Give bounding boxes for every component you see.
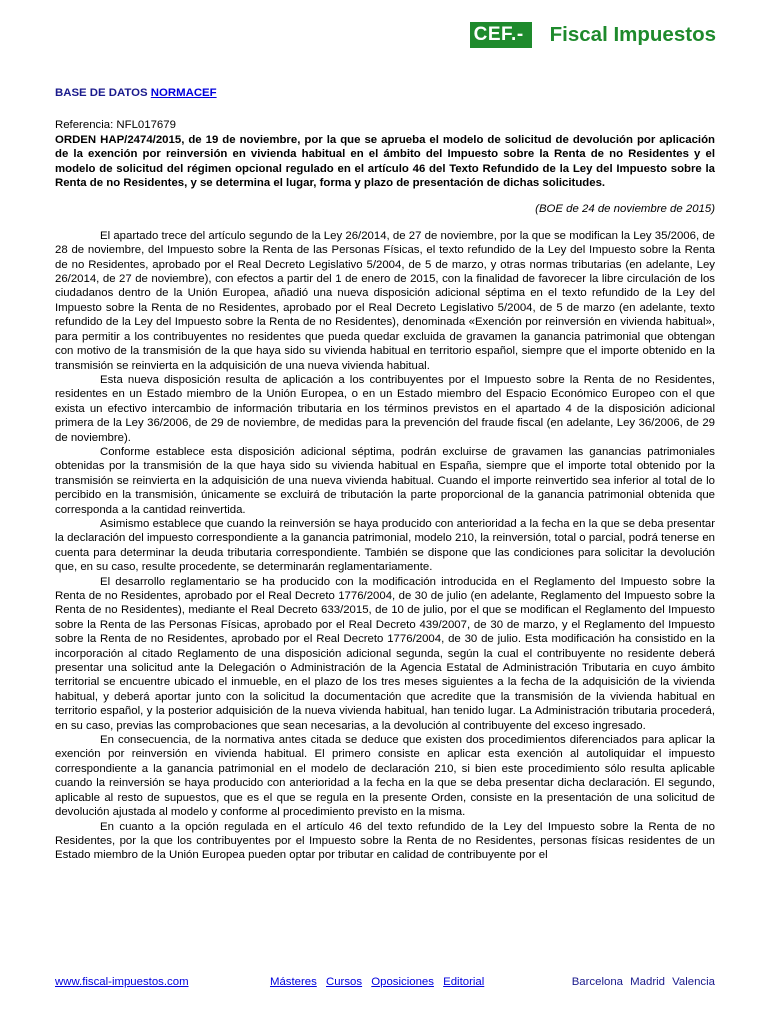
paragraph: En consecuencia, de la normativa antes citada se deduce que existen dos procedimientos diferenciados para aplicar la exención por reinversión en vivienda habitual. El primero consiste en aplicar esta exención al autoliquidar el impuesto correspondiente a la ganancia patrimonial en el modelo de declaración 210, si bien este procedimiento sólo resulta aplicable cuando la reinversión se haya producido con anterioridad a la fecha en la que se deba presentar dicha declaración. El segundo, aplicable al resto de supuestos, que es el que se regula en la presente Orden, consiste en la presentación de una solicitud de devolución ajustada al modelo y conforme al procedimiento previsto en la misma. bbox=[55, 734, 715, 819]
cursos-link[interactable]: Cursos bbox=[326, 976, 363, 988]
paragraph: El desarrollo reglamentario se ha producido con la modificación introducida en el Reglamento del Impuesto sobre la Renta de no Residentes, aprobado por el Real Decreto 1776/2004, de 30 de julio (en adelante, Reglamento del Impuesto sobre la Renta de no Residentes), mediante el Real Decreto 633/2015, de 10 de julio, por el que se modifican el Reglamento del Impuesto sobre la Renta de las Personas Físicas, aprobado por el Real Decreto 439/2007, de 30 de marzo, y el Reglamento del Impuesto sobre la Renta de no Residentes, aprobado por el Real Decreto 1776/2004, de 30 de julio. Esta modificación ha consistido en la incorporación al citado Reglamento de una disposición adicional segunda, según la cual el contribuyente no residente deberá presentar una solicitud ante la Delegación o Administración de la Agencia Estatal de Administración Tributaria en cuyo ámbito territorial se encuentre ubicado el inmueble, en el plazo de los tres meses siguientes a la fecha de la adquisición de la vivienda habitual, y deberá aportar junto con la solicitud la documentación que acredite que la transmisión de la vivienda habitual en territorio español, y la posterior adquisición de la nueva vivienda habitual, han tenido lugar. La Administración tributaria procederá, en su caso, previas las comprobaciones que sean necesarias, a la devolución al contribuyente del exceso ingresado. bbox=[55, 575, 715, 732]
editorial-link[interactable]: Editorial bbox=[443, 976, 485, 988]
site-title: Fiscal Impuestos bbox=[549, 23, 716, 46]
database-label: BASE DE DATOS bbox=[55, 87, 148, 99]
normacef-link[interactable]: NORMACEF bbox=[150, 87, 217, 99]
site-link[interactable]: www.fiscal-impuestos.com bbox=[55, 976, 189, 988]
oposiciones-link[interactable]: Oposiciones bbox=[371, 976, 434, 988]
reference-number: Referencia: NFL017679 bbox=[55, 119, 176, 132]
boe-date: (BOE de 24 de noviembre de 2015) bbox=[535, 203, 715, 216]
paragraph: Esta nueva disposición resulta de aplicación a los contribuyentes por el Impuesto sobre la Renta de no Residentes, residentes en un Estado miembro de la Unión Europea, o en un Estado miembro del Espacio Económico Europeo con el que exista un efectivo intercambio de información tributaria en los términos previstos en el apartado 4 de la disposición adicional primera de la Ley 36/2006, de 29 de noviembre, de medidas para la prevención del fraude fiscal (en adelante, Ley 36/2006, de 29 de noviembre). bbox=[55, 373, 715, 444]
database-line bbox=[55, 86, 715, 100]
paragraph: Asimismo establece que cuando la reinversión se haya producido con anterioridad a la fecha en la que se deba presentar la declaración del impuesto correspondiente a la ganancia patrimonial, modelo 210, la reinversión, total o parcial, podrá tenerse en cuenta para determinar la deuda tributaria correspondiente. También se dispone que las condiciones para solicitar la devolución que, en su caso, resulte procedente, se determinarán reglamentariamente. bbox=[55, 517, 715, 574]
masters-link[interactable]: Másteres bbox=[269, 976, 317, 988]
footer-links bbox=[270, 975, 490, 989]
page-footer bbox=[55, 975, 715, 989]
paragraph: En cuanto a la opción regulada en el artículo 46 del texto refundido de la Ley del Impuesto sobre la Renta de no Residentes, por la que los contribuyentes por el Impuesto sobre la Renta de no Residentes, personas físicas residentes de un Estado miembro de la Unión Europea pueden optar por tributar en calidad de contribuyente por el bbox=[55, 820, 715, 862]
footer-cities: Barcelona Madrid Valencia bbox=[571, 976, 715, 988]
page-header bbox=[470, 22, 716, 48]
document-body bbox=[55, 86, 715, 863]
paragraph: Conforme establece esta disposición adicional séptima, podrán excluirse de gravamen las ganancias patrimoniales obtenidas por la transmisión de la que haya sido su vivienda habitual en España, siempre que el importe total obtenido por la transmisión se reinvierta en la adquisición de una nueva vivienda habitual. Cuando el importe reinvertido sea inferior al total de lo percibido en la transmisión, únicamente se excluirá de tributación la parte proporcional de la ganancia patrimonial obtenida que corresponda a la cantidad reinvertida. bbox=[55, 445, 715, 516]
paragraph: El apartado trece del artículo segundo de la Ley 26/2014, de 27 de noviembre, por la que se modifican la Ley 35/2006, de 28 de noviembre, del Impuesto sobre la Renta de las Personas Físicas, el texto refundido de la Ley del Impuesto sobre la Renta de no Residentes, aprobado por el Real Decreto Legislativo 5/2004, de 5 de marzo, y otras normas tributarias (en adelante, Ley 26/2014, de 27 de noviembre), con efectos a partir del 1 de enero de 2015, con la finalidad de favorecer la libre circulación de los ciudadanos dentro de la Unión Europea, añadió una nueva disposición adicional séptima en el texto refundido de la Ley del Impuesto sobre la Renta de no Residentes, aprobado por el Real Decreto Legislativo 5/2004, de 5 de marzo (en adelante, texto refundido de la Ley del Impuesto sobre la Renta de no Residentes), denominada «Exención por reinversión en vivienda habitual», para permitir a los contribuyentes no residentes que pueda quedar excluida de gravamen la ganancia patrimonial que obtengan con motivo de la transmisión de la que haya sido su vivienda habitual en territorio español, siempre que el importe obtenido en la transmisión se reinvierta en la adquisición de una nueva vivienda habitual. bbox=[55, 229, 715, 372]
cef-logo[interactable]: CEF.- bbox=[470, 22, 532, 48]
order-title: ORDEN HAP/2474/2015, de 19 de noviembre, por la que se aprueba el modelo de solicitud de devolución por aplicación de la exención por reinversión en vivienda habitual en el ámbito del Impuesto sobre la Renta de no Residentes y el modelo de solicitud del régimen opcional regulado en el artículo 46 del Texto Refundido de la Ley del Impuesto sobre la Renta de no Residentes, y se determina el lugar, forma y plazo de presentación de dichas solicitudes. bbox=[55, 133, 715, 190]
